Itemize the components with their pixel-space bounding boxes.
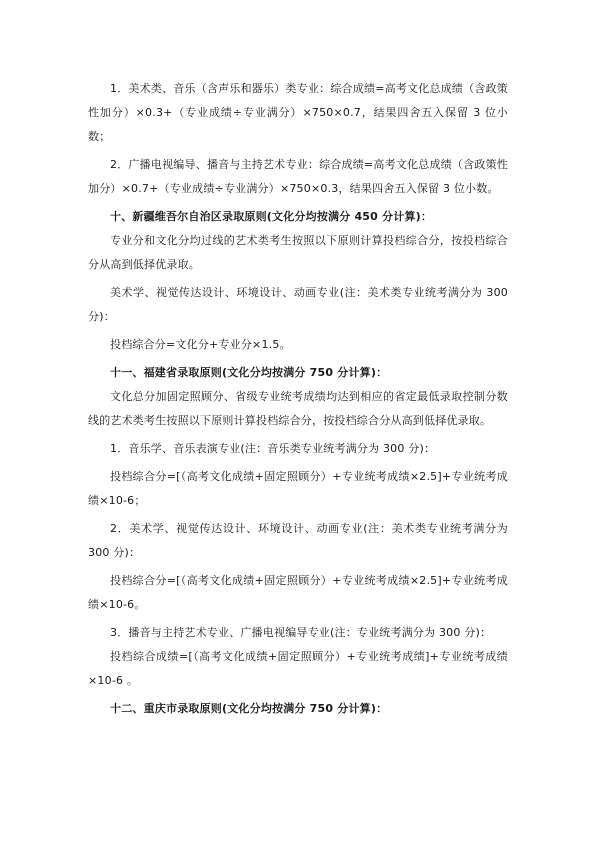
paragraph-fujian-broadcast-formula: 投档综合成绩=[（高考文化成绩+固定照顾分）+专业统考成绩]+专业统考成绩×10-6 。 xyxy=(88,650,508,687)
document-body xyxy=(88,77,508,721)
heading-chongqing-rules: 十二、重庆市录取原则(文化分均按满分 750 分计算)： xyxy=(110,702,388,715)
paragraph-art-music-score: 1．美术类、音乐（含声乐和器乐）类专业：综合成绩=高考文化总成绩（含政策性加分）×0.3+（专业成绩÷专业满分）×750×0.7，结果四舍五入保留 3 位小数； xyxy=(88,82,508,143)
paragraph-xinjiang-intro: 专业分和文化分均过线的艺术类考生按照以下原则计算投档综合分，按投档综合分从高到低择优录取。 xyxy=(88,234,508,271)
paragraph-xinjiang-formula: 投档综合分=文化分+专业分×1.5。 xyxy=(110,338,291,351)
paragraph-fujian-art-formula: 投档综合分=[（高考文化成绩+固定照顾分）+专业统考成绩×2.5]+专业统考成绩×10-6。 xyxy=(88,574,508,611)
paragraph-fujian-broadcast-majors: 3．播音与主持艺术专业、广播电视编导专业(注：专业统考满分为 300 分)： xyxy=(110,626,492,639)
paragraph-xinjiang-majors: 美术学、视觉传达设计、环境设计、动画专业(注：美术类专业统考满分为 300 分)： xyxy=(88,286,508,323)
heading-fujian-rules: 十一、福建省录取原则(文化分均按满分 750 分计算)： xyxy=(110,366,388,379)
paragraph-broadcast-score: 2．广播电视编导、播音与主持艺术专业：综合成绩=高考文化总成绩（含政策性加分）×0.7+（专业成绩÷专业满分）×750×0.3，结果四舍五入保留 3 位小数。 xyxy=(88,158,508,195)
paragraph-fujian-music-formula: 投档综合分=[（高考文化成绩+固定照顾分）+专业统考成绩×2.5]+专业统考成绩×10-6； xyxy=(88,470,508,507)
heading-xinjiang-rules: 十、新疆维吾尔自治区录取原则(文化分均按满分 450 分计算)： xyxy=(110,210,433,223)
paragraph-fujian-intro: 文化总分加固定照顾分、省级专业统考成绩均达到相应的省定最低录取控制分数线的艺术类考生按照以下原则计算投档综合分，按投档综合分从高到低择优录取。 xyxy=(88,390,508,427)
paragraph-fujian-art-majors: 2．美术学、视觉传达设计、环境设计、动画专业(注：美术类专业统考满分为 300 分)： xyxy=(88,522,508,559)
paragraph-fujian-music-majors: 1．音乐学、音乐表演专业(注：音乐类专业统考满分为 300 分)： xyxy=(110,442,436,455)
